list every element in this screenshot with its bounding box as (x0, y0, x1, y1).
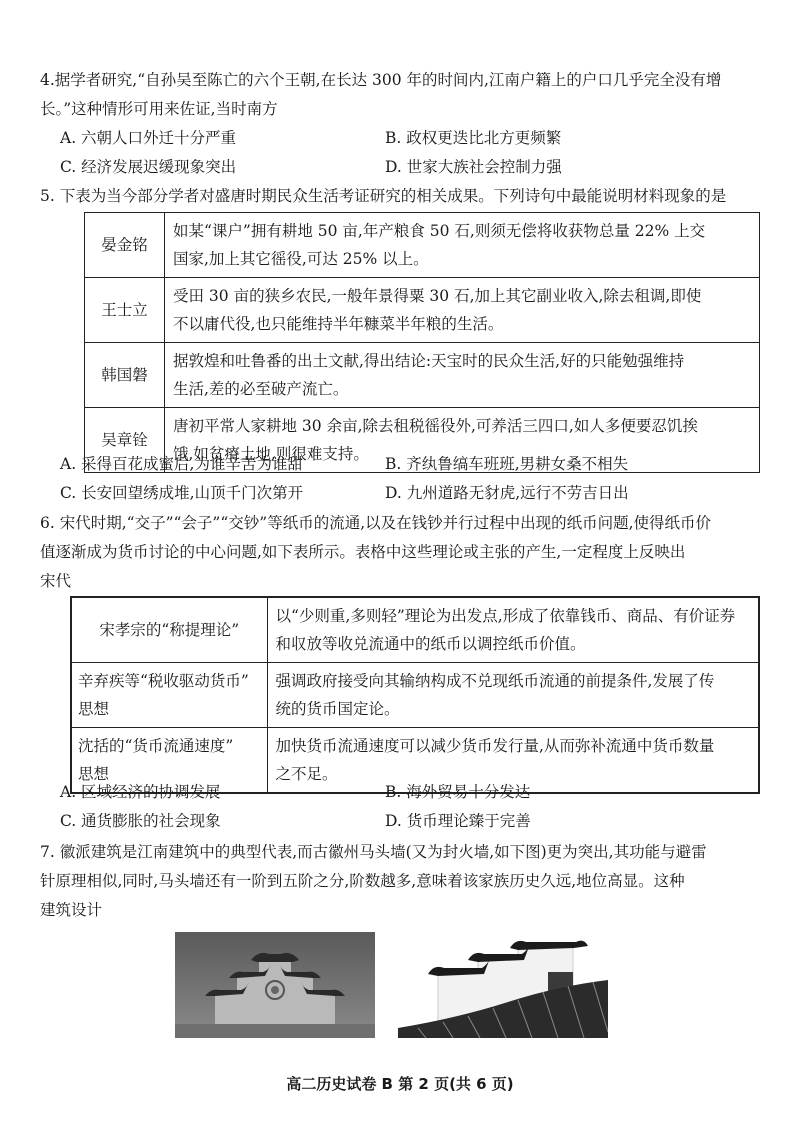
question-6-stem-line3: 宋代 (40, 572, 72, 590)
question-5-option-d: D. 九州道路无豺虎,远行不劳吉日出 (385, 484, 629, 502)
theory-description (267, 663, 759, 728)
question-6-stem-line2: 值逐渐成为货币讨论的中心问题,如下表所示。表格中这些理论或主张的产生,一定程度上反映出 (40, 543, 686, 561)
question-4-option-d: D. 世家大族社会控制力强 (385, 158, 562, 176)
question-7-stem-line3: 建筑设计 (40, 901, 103, 919)
description-line1: 强调政府接受向其输纳构成不兑现纸币流通的前提条件,发展了传 (275, 672, 715, 690)
question-6-option-a: A. 区域经济的协调发展 (60, 783, 221, 801)
theory-name1: 沈括的“货币流通速度” (78, 737, 234, 755)
description-line1: 加快货币流通速度可以减少货币发行量,从而弥补流通中货币数量 (275, 737, 715, 755)
question-6-option-c: C. 通货膨胀的社会现象 (60, 812, 221, 830)
question-6-stem-line1: 6. 宋代时期,“交子”“会子”“交钞”等纸币的流通,以及在钱钞并行过程中出现的纸币问题,使得纸币价 (40, 514, 712, 532)
question-7-stem-line1: 7. 徽派建筑是江南建筑中的典型代表,而古徽州马头墙(又为封火墙,如下图)更为突出,其功能与避雷 (40, 843, 707, 861)
theory-description (267, 597, 759, 663)
question-4-option-b: B. 政权更迭比北方更频繁 (385, 129, 562, 147)
horse-head-wall-photo-2 (398, 932, 608, 1038)
research-finding (165, 343, 760, 408)
theory-name1: 宋孝宗的“称提理论” (99, 621, 240, 639)
finding-line2: 生活,差的必至破产流亡。 (173, 380, 349, 398)
scholar-name: 韩国磐 (85, 343, 165, 408)
description-line2: 之不足。 (275, 765, 338, 783)
question-6-option-d: D. 货币理论臻于完善 (385, 812, 531, 830)
scholar-name: 王士立 (85, 278, 165, 343)
question-4 (40, 66, 765, 124)
finding-line2: 国家,加上其它徭役,可达 25% 以上。 (173, 250, 429, 268)
question-5-stem: 5. 下表为当今部分学者对盛唐时期民众生活考证研究的相关成果。下列诗句中最能说明材料现象的是 (40, 187, 727, 205)
question-4-options (60, 124, 760, 182)
description-line1: 以“少则重,多则轻”理论为出发点,形成了依靠钱币、商品、有价证券 (275, 607, 736, 625)
scholar-name: 吴章铨 (85, 408, 165, 473)
finding-line1: 如某“课户”拥有耕地 50 亩,年产粮食 50 石,则须无偿将收获物总量 22% 上交 (173, 222, 706, 240)
finding-line1: 据敦煌和吐鲁番的出土文献,得出结论:天宝时的民众生活,好的只能勉强维持 (173, 352, 685, 370)
finding-line1: 唐初平常人家耕地 30 余亩,除去租税徭役外,可养活三四口,如人多便要忍饥挨 (173, 417, 698, 435)
research-finding (165, 213, 760, 278)
question-6 (40, 509, 765, 596)
description-line2: 统的货币国定论。 (275, 700, 400, 718)
question-4-option-a: A. 六朝人口外迁十分严重 (60, 129, 237, 147)
page-footer: 高二历史试卷 B 第 2 页(共 6 页) (286, 1075, 514, 1093)
question-5-option-b: B. 齐纨鲁缟车班班,男耕女桑不相失 (385, 455, 629, 473)
finding-line2: 饿,如贫瘠土地,则很难支持。 (173, 445, 369, 463)
question-4-option-c: C. 经济发展迟缓现象突出 (60, 158, 237, 176)
theory-name1: 辛弃疾等“税收驱动货币” (78, 672, 249, 690)
question-6-options (60, 778, 760, 836)
table-row (71, 597, 759, 663)
description-line2: 和収放等收兑流通中的纸币以调控纸币价值。 (275, 635, 586, 653)
question-5-option-a: A. 采得百花成蜜后,为谁辛苦为谁甜 (60, 455, 303, 473)
question-6-table (70, 596, 760, 794)
table-row (71, 663, 759, 728)
question-7 (40, 838, 765, 925)
table-row (85, 278, 760, 343)
theory-name (71, 597, 267, 663)
question-5-option-c: C. 长安回望绣成堆,山顶千门次第开 (60, 484, 304, 502)
table-row (85, 213, 760, 278)
question-5-options (60, 450, 760, 508)
question-5 (40, 182, 765, 211)
finding-line1: 受田 30 亩的狭乡农民,一般年景得粟 30 石,加上其它副业收入,除去租调,即使 (173, 287, 702, 305)
theory-name2: 思想 (78, 700, 110, 718)
finding-line2: 不以庸代役,也只能维持半年糠菜半年粮的生活。 (173, 315, 504, 333)
question-6-option-b: B. 海外贸易十分发达 (385, 783, 531, 801)
question-5-table (84, 212, 760, 473)
theory-name2: 思想 (78, 765, 110, 783)
table-row (85, 343, 760, 408)
question-4-stem-line2: 长。”这种情形可用来佐证,当时南方 (40, 100, 278, 118)
question-7-stem-line2: 针原理相似,同时,马头墙还有一阶到五阶之分,阶数越多,意味着该家族历史久远,地位高显。这种 (40, 872, 685, 890)
research-finding (165, 278, 760, 343)
horse-head-wall-photo-1 (175, 932, 375, 1038)
theory-name (71, 663, 267, 728)
scholar-name: 晏金铭 (85, 213, 165, 278)
question-4-stem-line1: 4.据学者研究,“自孙吴至陈亡的六个王朝,在长达 300 年的时间内,江南户籍上的户口几乎完全没有增 (40, 71, 722, 89)
